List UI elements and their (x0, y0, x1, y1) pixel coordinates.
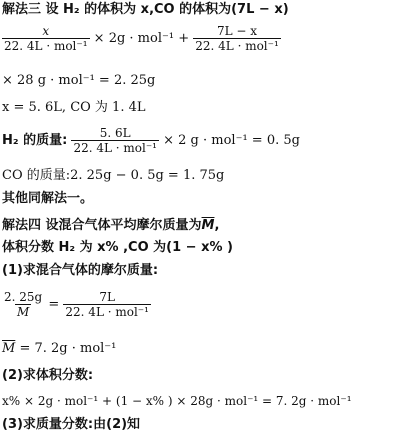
volume-fraction-statement: 体积分数 H₂ 为 x% ,CO 为(1 − x% ) (2, 240, 233, 255)
fraction-numerator: 7L − x (216, 24, 258, 38)
result-volume: x = 5. 6L, CO 为 1. 4L (2, 100, 146, 115)
fraction-numerator: 5. 6L (99, 126, 131, 140)
fraction-denominator: 22. 4L · mol⁻¹ (195, 39, 279, 53)
step3-heading: (3)求质量分数:由(2)知 (2, 417, 141, 432)
fraction-denominator: 22. 4L · mol⁻¹ (4, 39, 88, 53)
heading-punctuation: , (214, 218, 220, 233)
fraction-numerator: 2. 25g (4, 290, 43, 304)
fraction-denominator: M (16, 305, 30, 319)
molar-mass-equation (2, 290, 151, 319)
fraction-mass-over-molar-mass (2, 290, 44, 319)
average-molar-mass-result (2, 341, 116, 357)
other-same-note: 其他同解法一。 (2, 191, 94, 206)
fraction-numerator: x (42, 24, 50, 38)
fraction-h2-volume (71, 126, 159, 155)
equation-term: × 2 g · mol⁻¹ = 0. 5g (163, 133, 300, 148)
equation-term: × 2g · mol⁻¹ + (93, 31, 190, 46)
equation-line-1 (2, 24, 281, 53)
co-mass-line: CO 的质量:2. 25g − 0. 5g = 1. 75g (2, 168, 225, 183)
method3-heading: 解法三 设 H₂ 的体积为 x,CO 的体积为(7L − x) (2, 2, 289, 17)
method4-heading (2, 218, 219, 234)
fraction-co-over-molar-volume (193, 24, 281, 53)
equation-line-2: × 28 g · mol⁻¹ = 2. 25g (2, 73, 156, 88)
average-molar-mass-value: = 7. 2g · mol⁻¹ (15, 341, 117, 356)
h2-mass-line (2, 126, 300, 155)
h2-mass-label: H₂ 的质量: (2, 133, 68, 148)
fraction-denominator: 22. 4L · mol⁻¹ (73, 141, 157, 155)
fraction-x-over-molar-volume (2, 24, 90, 53)
method4-heading-text: 解法四 设混合气体平均摩尔质量为 (2, 218, 202, 233)
step1-heading: (1)求混合气体的摩尔质量: (2, 263, 159, 278)
fraction-volume-over-molar-volume (63, 290, 151, 319)
volume-fraction-equation: x% × 2g · mol⁻¹ + (1 − x% ) × 28g · mol⁻¹ = 7. 2g · mol⁻¹ (2, 394, 352, 408)
average-molar-mass-symbol: $\overline{M}$ (201, 218, 215, 233)
fraction-numerator: 7L (99, 290, 115, 304)
fraction-denominator: 22. 4L · mol⁻¹ (65, 305, 149, 319)
equals-sign: = (48, 297, 60, 312)
step2-heading: (2)求体积分数: (2, 368, 94, 383)
average-molar-mass-symbol: $\overline{M}$ (2, 341, 16, 356)
